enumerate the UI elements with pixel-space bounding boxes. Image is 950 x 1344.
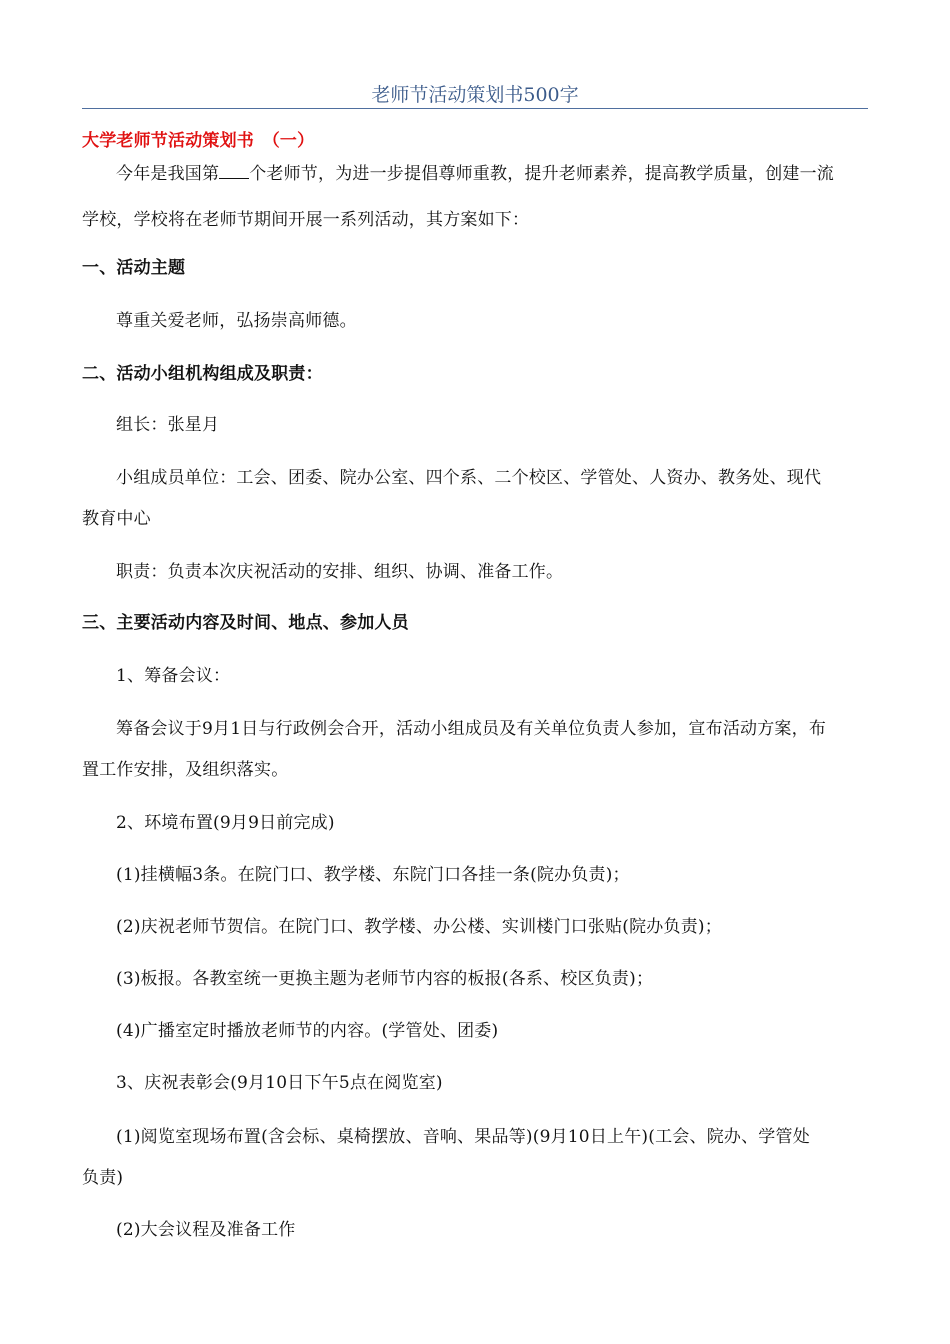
item2-sub4: (4)广播室定时播放老师节的内容。(学管处、团委) bbox=[116, 1021, 499, 1041]
intro-text-part2: 个老师节，为进一步提倡尊师重教，提升老师素养，提高教学质量，创建一流 bbox=[249, 164, 835, 184]
members-line1: 小组成员单位：工会、团委、院办公室、四个系、二个校区、学管处、人资办、教务处、现代 bbox=[116, 468, 822, 488]
theme-body: 尊重关爱老师，弘扬崇高师德。 bbox=[116, 311, 357, 331]
item2-sub1: (1)挂横幅3条。在院门口、教学楼、东院门口各挂一条(院办负责)； bbox=[116, 865, 630, 885]
duty-text: 职责：负责本次庆祝活动的安排、组织、协调、准备工作。 bbox=[116, 562, 564, 582]
red-subtitle: 大学老师节活动策划书 （一） bbox=[82, 131, 315, 151]
item1-title: 1、筹备会议： bbox=[116, 666, 231, 686]
item1-body-line1: 筹备会议于9月1日与行政例会合开，活动小组成员及有关单位负责人参加，宣布活动方案，布 bbox=[116, 719, 827, 739]
item2-sub3: (3)板报。各教室统一更换主题为老师节内容的板报(各系、校区负责)； bbox=[116, 969, 654, 989]
item1-body-line2: 置工作安排，及组织落实。 bbox=[82, 760, 289, 780]
section-heading-organization: 二、活动小组机构组成及职责： bbox=[82, 364, 323, 384]
intro-text-part1: 今年是我国第 bbox=[116, 164, 220, 184]
members-line2: 教育中心 bbox=[82, 509, 151, 529]
item3-sub1-line2: 负责) bbox=[82, 1168, 124, 1188]
intro-paragraph-line1 bbox=[82, 155, 868, 193]
fill-in-blank bbox=[219, 164, 249, 179]
item3-sub1-line1: (1)阅览室现场布置(含会标、桌椅摆放、音响、果品等)(9月10日上午)(工会、院办、学管处 bbox=[116, 1127, 810, 1147]
group-leader: 组长：张星月 bbox=[116, 415, 220, 435]
item3-sub2: (2)大会议程及准备工作 bbox=[116, 1220, 296, 1240]
item2-sub2: (2)庆祝老师节贺信。在院门口、教学楼、办公楼、实训楼门口张贴(院办负责)； bbox=[116, 917, 722, 937]
item2-title: 2、环境布置(9月9日前完成) bbox=[116, 813, 335, 833]
section-heading-activities: 三、主要活动内容及时间、地点、参加人员 bbox=[82, 613, 409, 633]
item3-title: 3、庆祝表彰会(9月10日下午5点在阅览室) bbox=[116, 1073, 443, 1093]
header-divider bbox=[82, 108, 868, 109]
intro-paragraph-line2: 学校，学校将在老师节期间开展一系列活动，其方案如下： bbox=[82, 210, 530, 230]
document-header-title: 老师节活动策划书500字 bbox=[371, 84, 579, 106]
section-heading-theme: 一、活动主题 bbox=[82, 258, 186, 278]
